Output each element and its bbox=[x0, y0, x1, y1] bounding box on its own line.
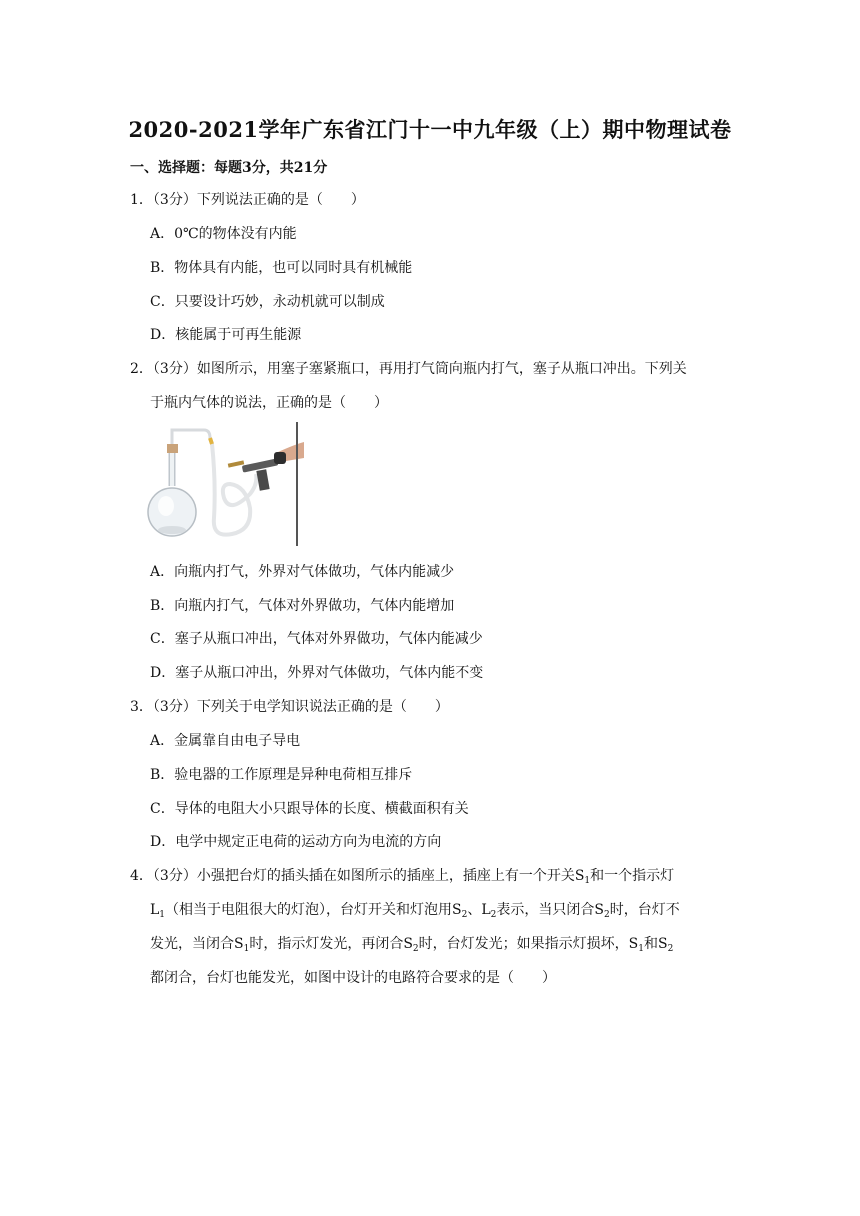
question-4-stem-line-3: 发光，当闭合$S_1$时，指示灯发光，再闭合$S_2$时，台灯发光；如果指示灯损坏，$S_1$和$S_2$ bbox=[150, 936, 674, 954]
question-3-option-b: B．验电器的工作原理是异种电荷相互排斥 bbox=[150, 767, 413, 783]
question-2-stem-line-1: 2．（3分）如图所示，用塞子塞紧瓶口，再用打气筒向瓶内打气，塞子从瓶口冲出。下列关 bbox=[130, 361, 687, 377]
question-2-stem-line-2: 于瓶内气体的说法，正确的是（ ） bbox=[150, 395, 388, 411]
page-title: 2020-2021学年广东省江门十一中九年级（上）期中物理试卷 bbox=[128, 117, 732, 142]
question-3-stem: 3．（3分）下列关于电学知识说法正确的是（ ） bbox=[130, 699, 449, 715]
section-heading: 一、选择题：每题3分，共21分 bbox=[130, 160, 328, 176]
question-4-stem-line-2: $L_1$（相当于电阻很大的灯泡），台灯开关和灯泡用$S_2$、$L_2$表示，当只闭合$S_2$时，台灯不 bbox=[150, 902, 680, 920]
question-2-option-d: D．塞子从瓶口冲出，外界对气体做功，气体内能不变 bbox=[150, 665, 484, 681]
question-2-option-c: C．塞子从瓶口冲出，气体对外界做功，气体内能减少 bbox=[150, 631, 483, 647]
question-3-option-d: D．电学中规定正电荷的运动方向为电流的方向 bbox=[150, 834, 442, 850]
question-1-option-d: D．核能属于可再生能源 bbox=[150, 327, 302, 343]
question-3-option-a: A．金属靠自由电子导电 bbox=[150, 733, 301, 749]
question-1-option-b: B．物体具有内能，也可以同时具有机械能 bbox=[150, 260, 413, 276]
question-1-stem: 1．（3分）下列说法正确的是（ ） bbox=[130, 192, 365, 208]
question-4-stem-line-1: 4．（3分）小强把台灯的插头插在如图所示的插座上，插座上有一个开关$S_1$和一个指示灯 bbox=[130, 868, 675, 886]
question-4-stem-line-4: 都闭合，台灯也能发光，如图中设计的电路符合要求的是（ ） bbox=[150, 970, 556, 986]
flask-pump-figure bbox=[146, 422, 304, 546]
question-3-option-c: C．导体的电阻大小只跟导体的长度、横截面积有关 bbox=[150, 801, 469, 817]
question-2-option-a: A．向瓶内打气，外界对气体做功，气体内能减少 bbox=[150, 564, 455, 580]
question-1-option-a: A．0℃的物体没有内能 bbox=[150, 226, 297, 242]
question-2-option-b: B．向瓶内打气，气体对外界做功，气体内能增加 bbox=[150, 598, 455, 614]
question-1-option-c: C．只要设计巧妙，永动机就可以制成 bbox=[150, 294, 385, 310]
